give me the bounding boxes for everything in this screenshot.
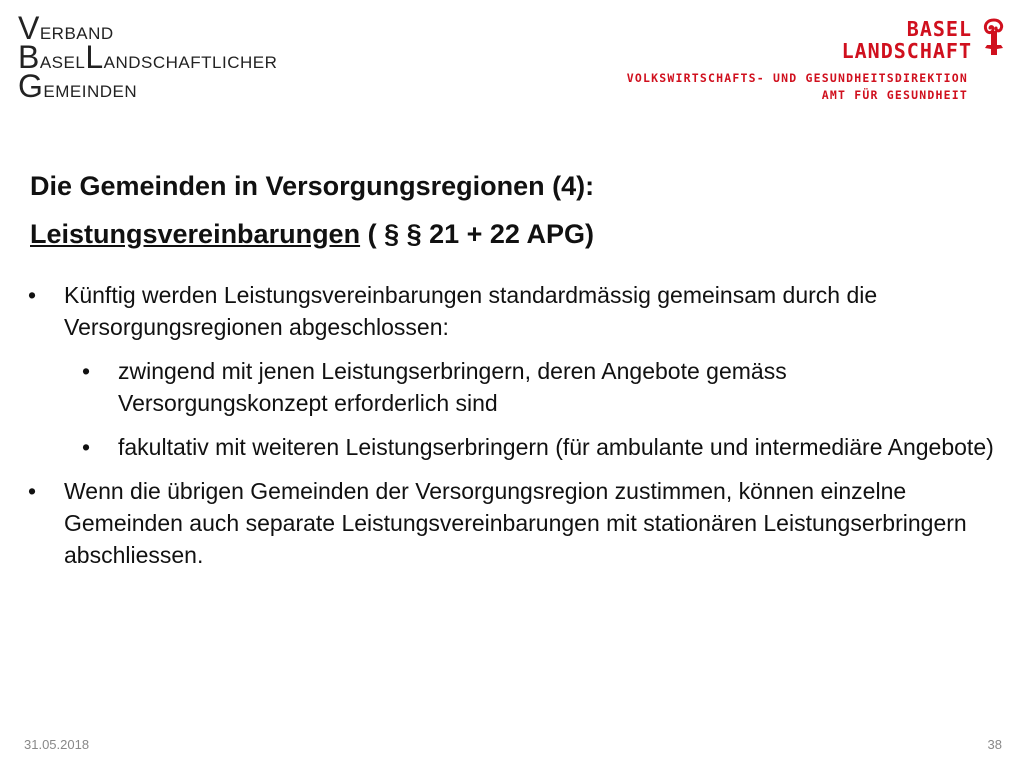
- title-line-1: Die Gemeinden in Versorgungsregionen (4):: [30, 171, 595, 201]
- dept-volkswirtschaft: VOLKSWIRTSCHAFTS- UND GESUNDHEITSDIREKTION: [626, 71, 968, 85]
- logo-line-basellandschaftlicher: BASELLANDSCHAFTLICHER: [18, 39, 278, 75]
- baselstab-icon: [980, 17, 1008, 57]
- bullet-text: zwingend mit jenen Leistungserbringern, deren Angebote gemäss Versorgungskonzept erforderlich sind: [118, 358, 787, 416]
- page-number: 38: [987, 737, 1002, 752]
- bullet-dot: •: [28, 478, 37, 504]
- slide-title: [30, 162, 594, 258]
- logo-basel: BASEL: [906, 17, 972, 41]
- logo-line-verband: VERBAND: [18, 10, 114, 46]
- basel-landschaft-logo: [842, 18, 972, 62]
- vblg-logo: [18, 10, 278, 104]
- bullet-dot: •: [82, 434, 91, 460]
- logo-line-gemeinden: GEMEINDEN: [18, 68, 138, 104]
- bullet-text: Künftig werden Leistungsvereinbarungen standardmässig gemeinsam durch die Versorgungsregionen abgeschlossen:: [64, 282, 878, 340]
- bullet-item: [28, 279, 998, 343]
- sub-bullet-item: [82, 431, 998, 463]
- bullet-text: Wenn die übrigen Gemeinden der Versorgungsregion zustimmen, können einzelne Gemeinden auch separate Leistungsvereinbarungen mit stationären Leistungserbringern abschliessen.: [64, 478, 967, 568]
- title-underlined: Leistungsvereinbarungen: [30, 219, 361, 249]
- sub-bullet-item: [82, 355, 998, 419]
- bullet-list: [28, 279, 998, 583]
- title-paragraph-ref: ( § § 21 + 22 APG): [360, 219, 594, 249]
- title-line-2: [30, 210, 594, 258]
- bullet-text: fakultativ mit weiteren Leistungserbringern (für ambulante und intermediäre Angebote): [118, 434, 994, 460]
- bullet-dot: •: [82, 358, 91, 384]
- logo-landschaft: LANDSCHAFT: [841, 39, 972, 63]
- footer-date: 31.05.2018: [24, 737, 90, 752]
- bullet-item: [28, 475, 998, 571]
- department-label: [627, 70, 968, 104]
- bullet-dot: •: [28, 282, 37, 308]
- dept-amt: AMT FÜR GESUNDHEIT: [821, 88, 968, 102]
